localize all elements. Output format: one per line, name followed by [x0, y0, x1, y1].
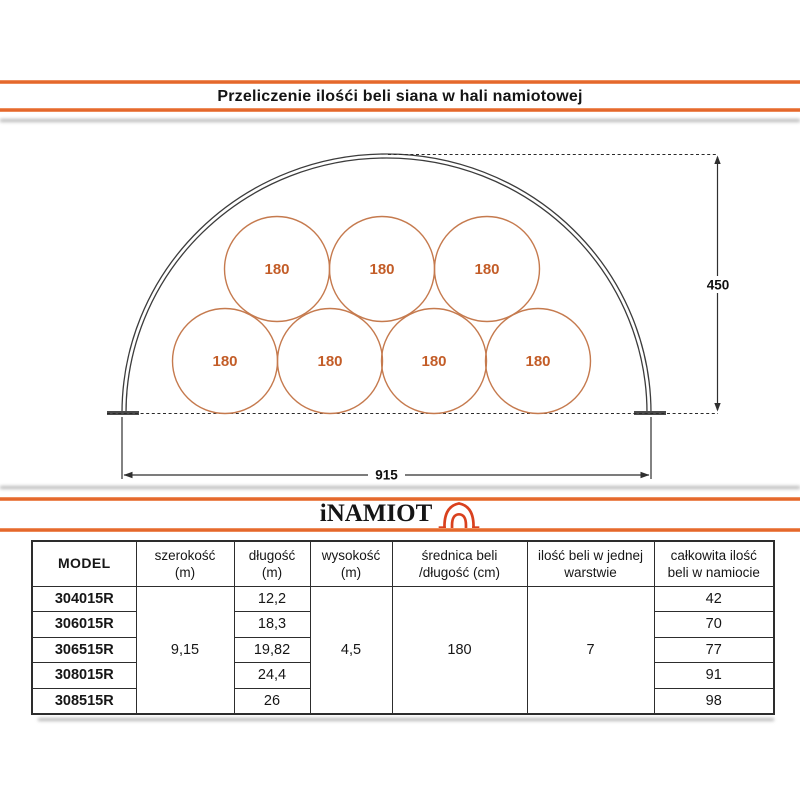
- length-cell: 19,82: [234, 637, 310, 663]
- col-header-length: długość (m): [234, 541, 310, 586]
- diameter-cell-merged: 180: [392, 586, 527, 714]
- tent-foot-left: [107, 411, 139, 415]
- col-header-height: wysokość (m): [310, 541, 392, 586]
- model-cell: 308515R: [32, 688, 136, 714]
- model-cell: 306515R: [32, 637, 136, 663]
- model-cell: 306015R: [32, 612, 136, 638]
- col-header-model: MODEL: [32, 541, 136, 586]
- total-cell: 42: [654, 586, 774, 612]
- bale-diameter-label: 180: [212, 353, 238, 370]
- tent-foot-right: [634, 411, 666, 415]
- total-cell: 70: [654, 612, 774, 638]
- length-cell: 18,3: [234, 612, 310, 638]
- bale-diameter-label: 180: [525, 353, 551, 370]
- bale-diameter-label: 180: [369, 261, 395, 278]
- total-cell: 77: [654, 637, 774, 663]
- page-title: Przeliczenie ilośći beli siana w hali namiotowej: [217, 88, 583, 105]
- bale-diameter-label: 180: [264, 261, 290, 278]
- dimension-arrow-left-icon: [124, 472, 133, 478]
- model-cell: 308015R: [32, 663, 136, 689]
- model-cell: 304015R: [32, 586, 136, 612]
- brand-logo: [0, 499, 800, 529]
- width-dimension-label: 915: [375, 467, 398, 483]
- col-header-total-bales: całkowita ilość beli w namiocie: [654, 541, 774, 586]
- table-row: [32, 586, 774, 612]
- length-cell: 12,2: [234, 586, 310, 612]
- spec-table: [31, 540, 775, 715]
- logo-rule-bottom: [0, 528, 800, 532]
- dimension-arrow-down-icon: [714, 403, 720, 412]
- height-cell-merged: 4,5: [310, 586, 392, 714]
- brand-logo-text: iNAMIOT: [319, 500, 433, 527]
- col-header-width: szerokość (m): [136, 541, 234, 586]
- shadow-line: [0, 486, 800, 489]
- height-dimension-label: 450: [706, 277, 730, 293]
- dimension-arrow-up-icon: [714, 156, 720, 165]
- layer-count-cell-merged: 7: [527, 586, 654, 714]
- length-cell: 24,4: [234, 663, 310, 689]
- total-cell: 91: [654, 663, 774, 689]
- bale-diameter-label: 180: [421, 353, 447, 370]
- bale-diameter-label: 180: [317, 353, 343, 370]
- bale-diameter-label: 180: [474, 261, 500, 278]
- shadow-line: [38, 718, 774, 721]
- col-header-bales-per-layer: ilość beli w jednej warstwie: [527, 541, 654, 586]
- total-cell: 98: [654, 688, 774, 714]
- width-cell-merged: 9,15: [136, 586, 234, 714]
- col-header-bale-diameter: średnica beli /długość (cm): [392, 541, 527, 586]
- table-header-row: [32, 541, 774, 586]
- tent-arch-inner-line: [126, 158, 647, 413]
- dimension-arrow-right-icon: [641, 472, 650, 478]
- tent-arch-outer-line: [122, 154, 651, 413]
- tent-logo-icon: [438, 499, 480, 530]
- length-cell: 26: [234, 688, 310, 714]
